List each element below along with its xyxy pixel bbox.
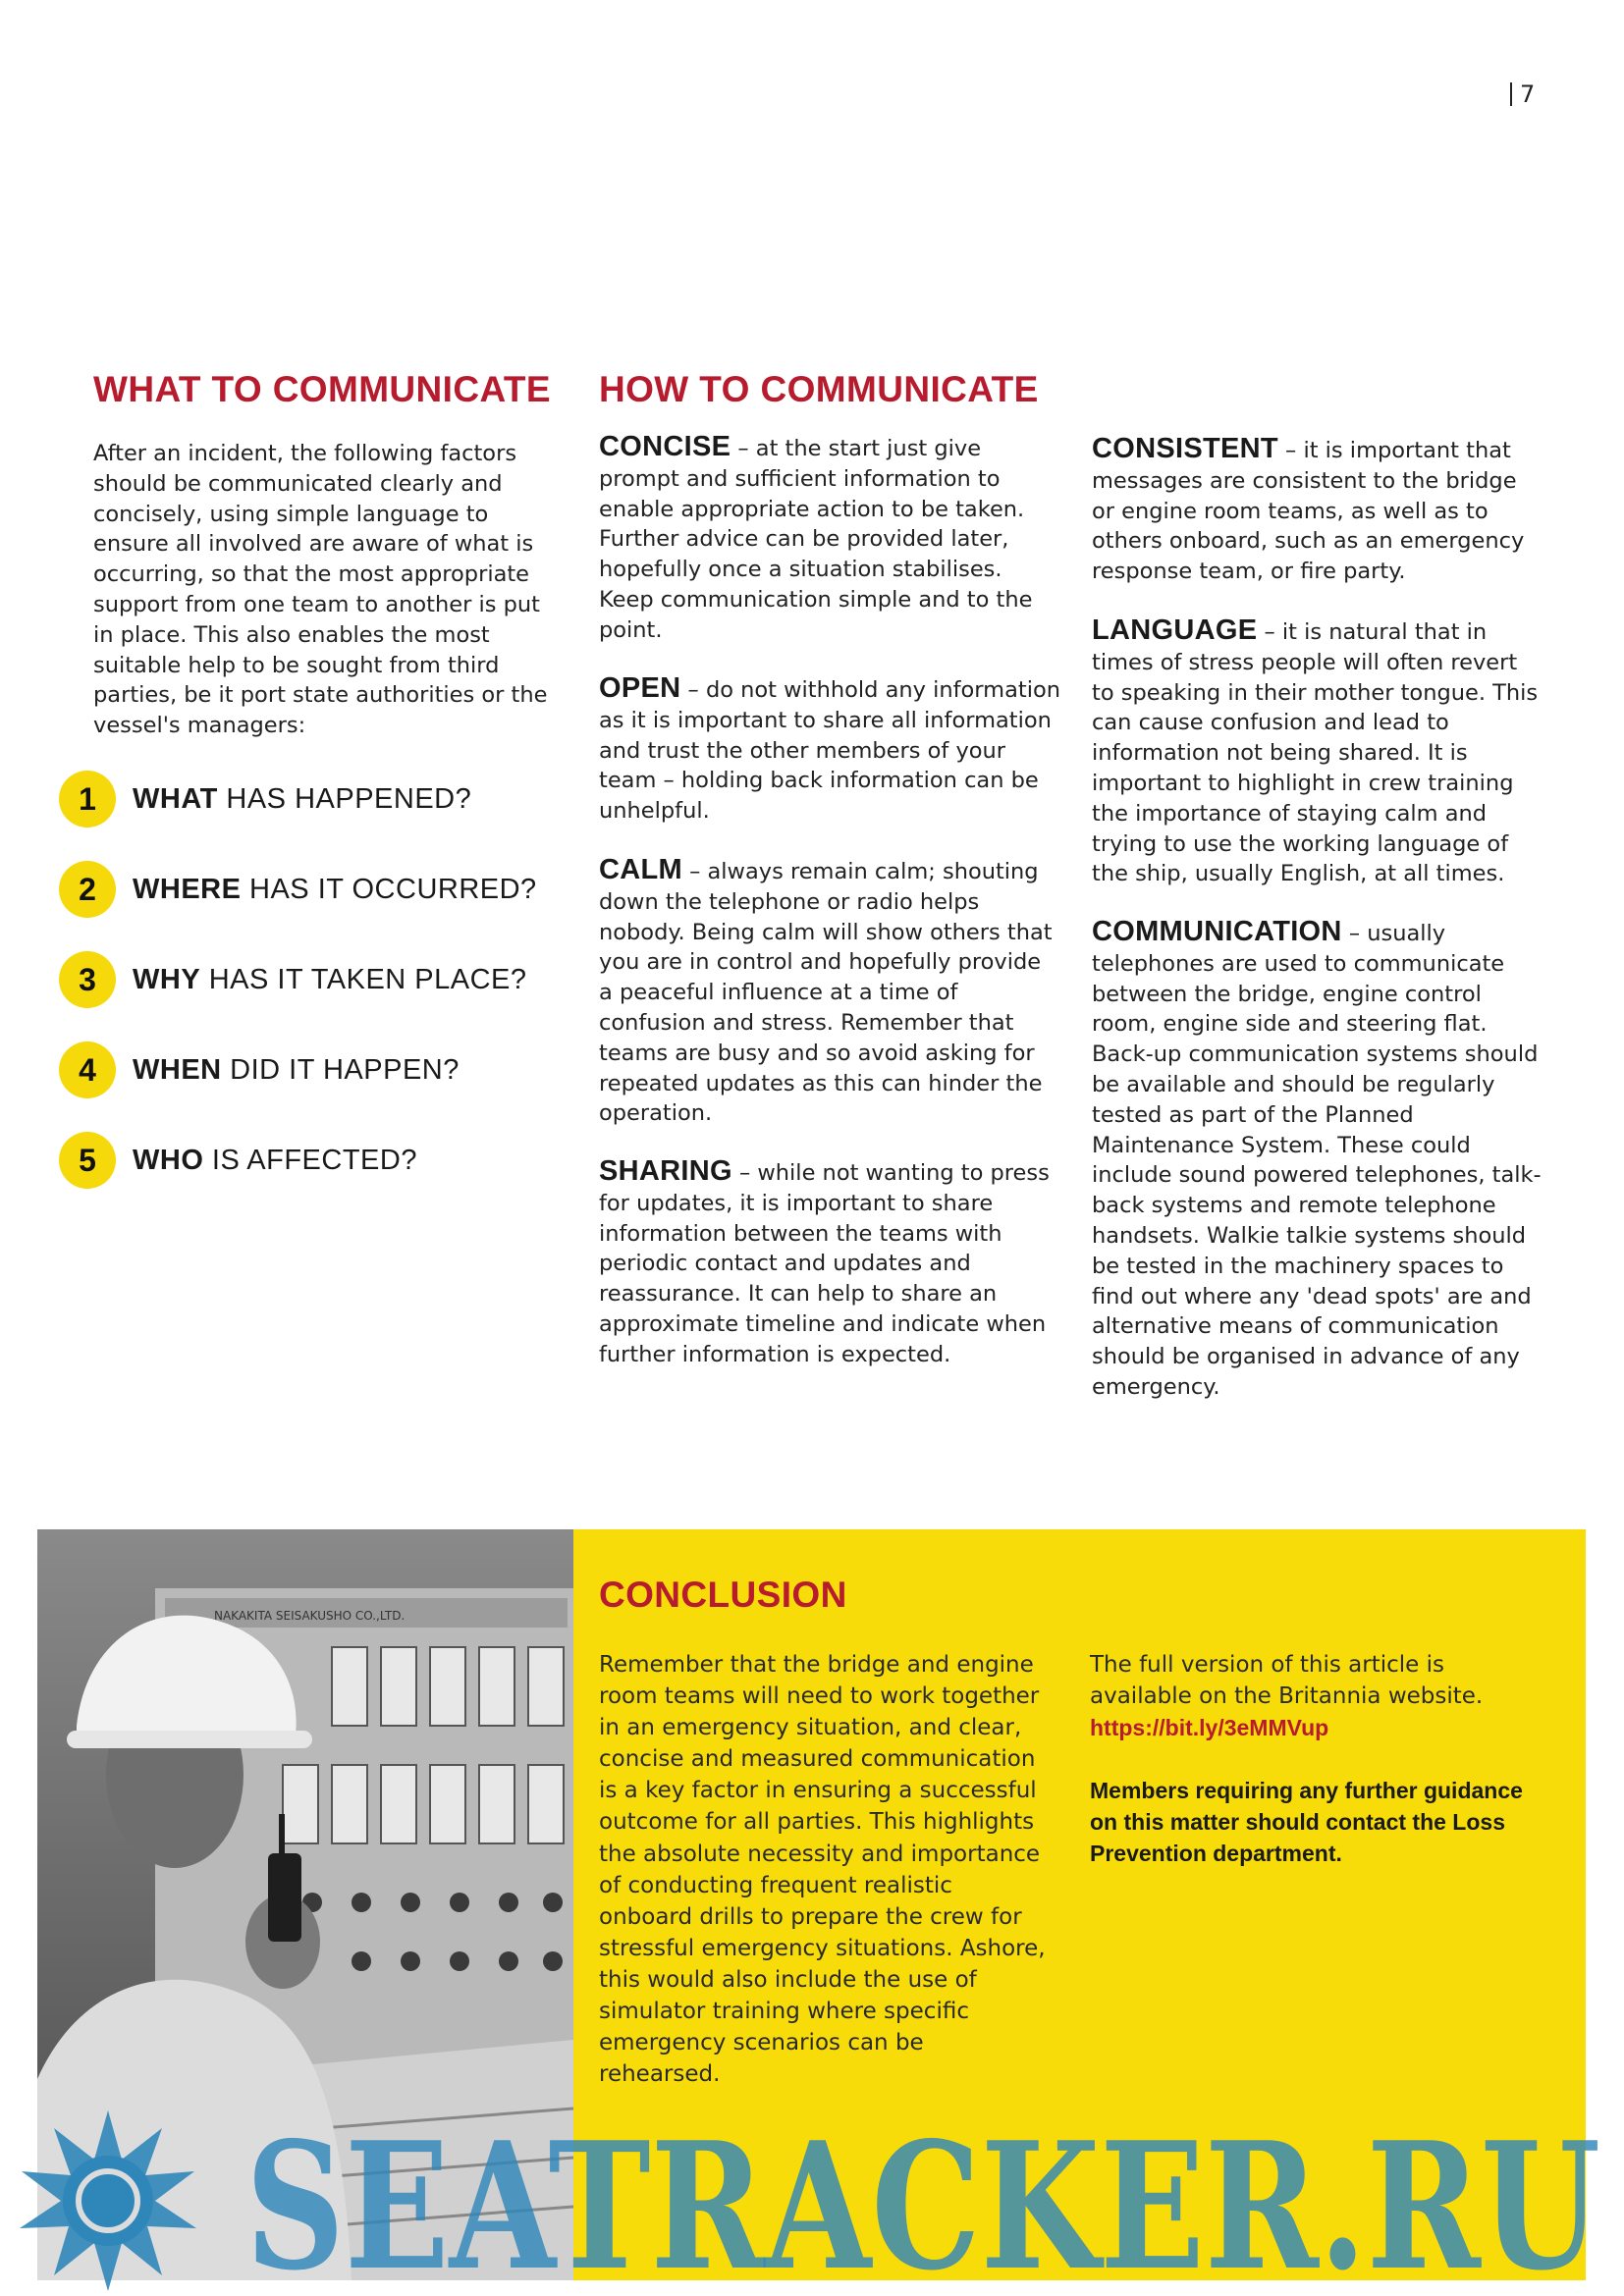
question-item [59, 844, 569, 934]
members-note: Members requiring any further guidance on this matter should contact the Loss Prevention department. [1090, 1778, 1523, 1867]
question-item [59, 1025, 569, 1115]
conclusion-body: Remember that the bridge and engine room teams will need to work together in an emergency situation, and clear, concise and measured communication is a key factor in ensuring a successful outcome for all parties. This highlights the absolute necessity and importance of conducting frequent realistic onboard drills to prepare the crew for stressful emergency situations. Ashore, this would also include the use of simulator training where specific emergency scenarios can be rehearsed. [599, 1652, 1046, 2088]
question-item [59, 1115, 569, 1205]
what-heading: WHAT TO COMMUNICATE [93, 369, 551, 409]
how-item-consistent: CONSISTENT – it is important that messages are consistent to the bridge or engine room teams, as well as to others onboard, such as an emergency response team, or fire party. [1092, 433, 1525, 585]
how-item-language: LANGUAGE – it is natural that in times of stress people will often revert to speaking in their mother tongue. This can cause confusion and lead to information not being shared. It is important to highlight in crew training the importance of staying calm and trying to use the working language of the ship, usually English, at all times. [1092, 614, 1539, 887]
watermark [0, 2081, 1624, 2296]
how-item-sharing: SHARING – while not wanting to press for updates, it is important to share information between the teams with periodic contact and updates and reassurance. It can help to share an approximate timeline and indicate when further information is expected. [599, 1155, 1050, 1367]
sun-logo-icon [20, 2110, 196, 2291]
number-badge: 1 [59, 771, 116, 828]
what-intro: After an incident, the following factors should be communicated clearly and concisely, using simple language to ensure all involved are aware of what is occurring, so that the most appropriate support from one team to another is put in place. This also enables the most suitable help to be sought from third parties, be it port state authorities or the vessel's managers: [93, 441, 548, 739]
number-badge: 5 [59, 1132, 116, 1189]
article-link[interactable]: https://bit.ly/3eMMVup [1090, 1715, 1329, 1741]
how-item-open: OPEN – do not withhold any information as it is important to share all information and trust the other members of your team – holding back information can be unhelpful. [599, 672, 1060, 825]
question-text: WHERE HAS IT OCCURRED? [133, 873, 537, 905]
question-list [59, 754, 569, 1205]
question-text: WHY HAS IT TAKEN PLACE? [133, 963, 527, 995]
panel-label: NAKAKITA SEISAKUSHO CO.,LTD. [214, 1609, 406, 1623]
question-item [59, 754, 569, 844]
how-item-concise: CONCISE – at the start just give prompt and sufficient information to enable appropriate action to be taken. Further advice can be provided later, hopefully once a situation stabilises. Keep communication simple and to the point. [599, 431, 1033, 643]
number-badge: 4 [59, 1041, 116, 1098]
number-badge: 3 [59, 951, 116, 1008]
question-text: WHAT HAS HAPPENED? [133, 782, 472, 815]
how-item-communication: COMMUNICATION – usually telephones are used to communicate between the bridge, engine control room, engine side and steering flat. Back-up communication systems should be available and should be regularly tested as part of the Planned Maintenance System. These could include sound powered telephones, talk-back systems and remote telephone handsets. Walkie talkie systems should be tested in the machinery spaces to find out where any 'dead spots' are and alternative means of communication should be organised in advance of any emergency. [1092, 916, 1542, 1400]
how-heading: HOW TO COMMUNICATE [599, 369, 1039, 409]
question-item [59, 934, 569, 1025]
question-text: WHO IS AFFECTED? [133, 1144, 417, 1176]
conclusion-heading: CONCLUSION [599, 1575, 847, 1615]
number-badge: 2 [59, 861, 116, 918]
how-item-calm: CALM – always remain calm; shouting down the telephone or radio helps nobody. Being calm will show others that you are in control and hopefully provide a peaceful influence at a time of confusion and stress. Remember that teams are busy and so avoid asking for repeated updates as this can hinder the operation. [599, 854, 1053, 1127]
question-text: WHEN DID IT HAPPEN? [133, 1053, 460, 1086]
full-version-note: The full version of this article is available on the Britannia website. https://bit.ly/3eMMVup [1090, 1652, 1484, 1741]
watermark-text: SEATRACKER.RU [245, 2104, 1600, 2296]
page-number: 7 [1510, 80, 1535, 108]
